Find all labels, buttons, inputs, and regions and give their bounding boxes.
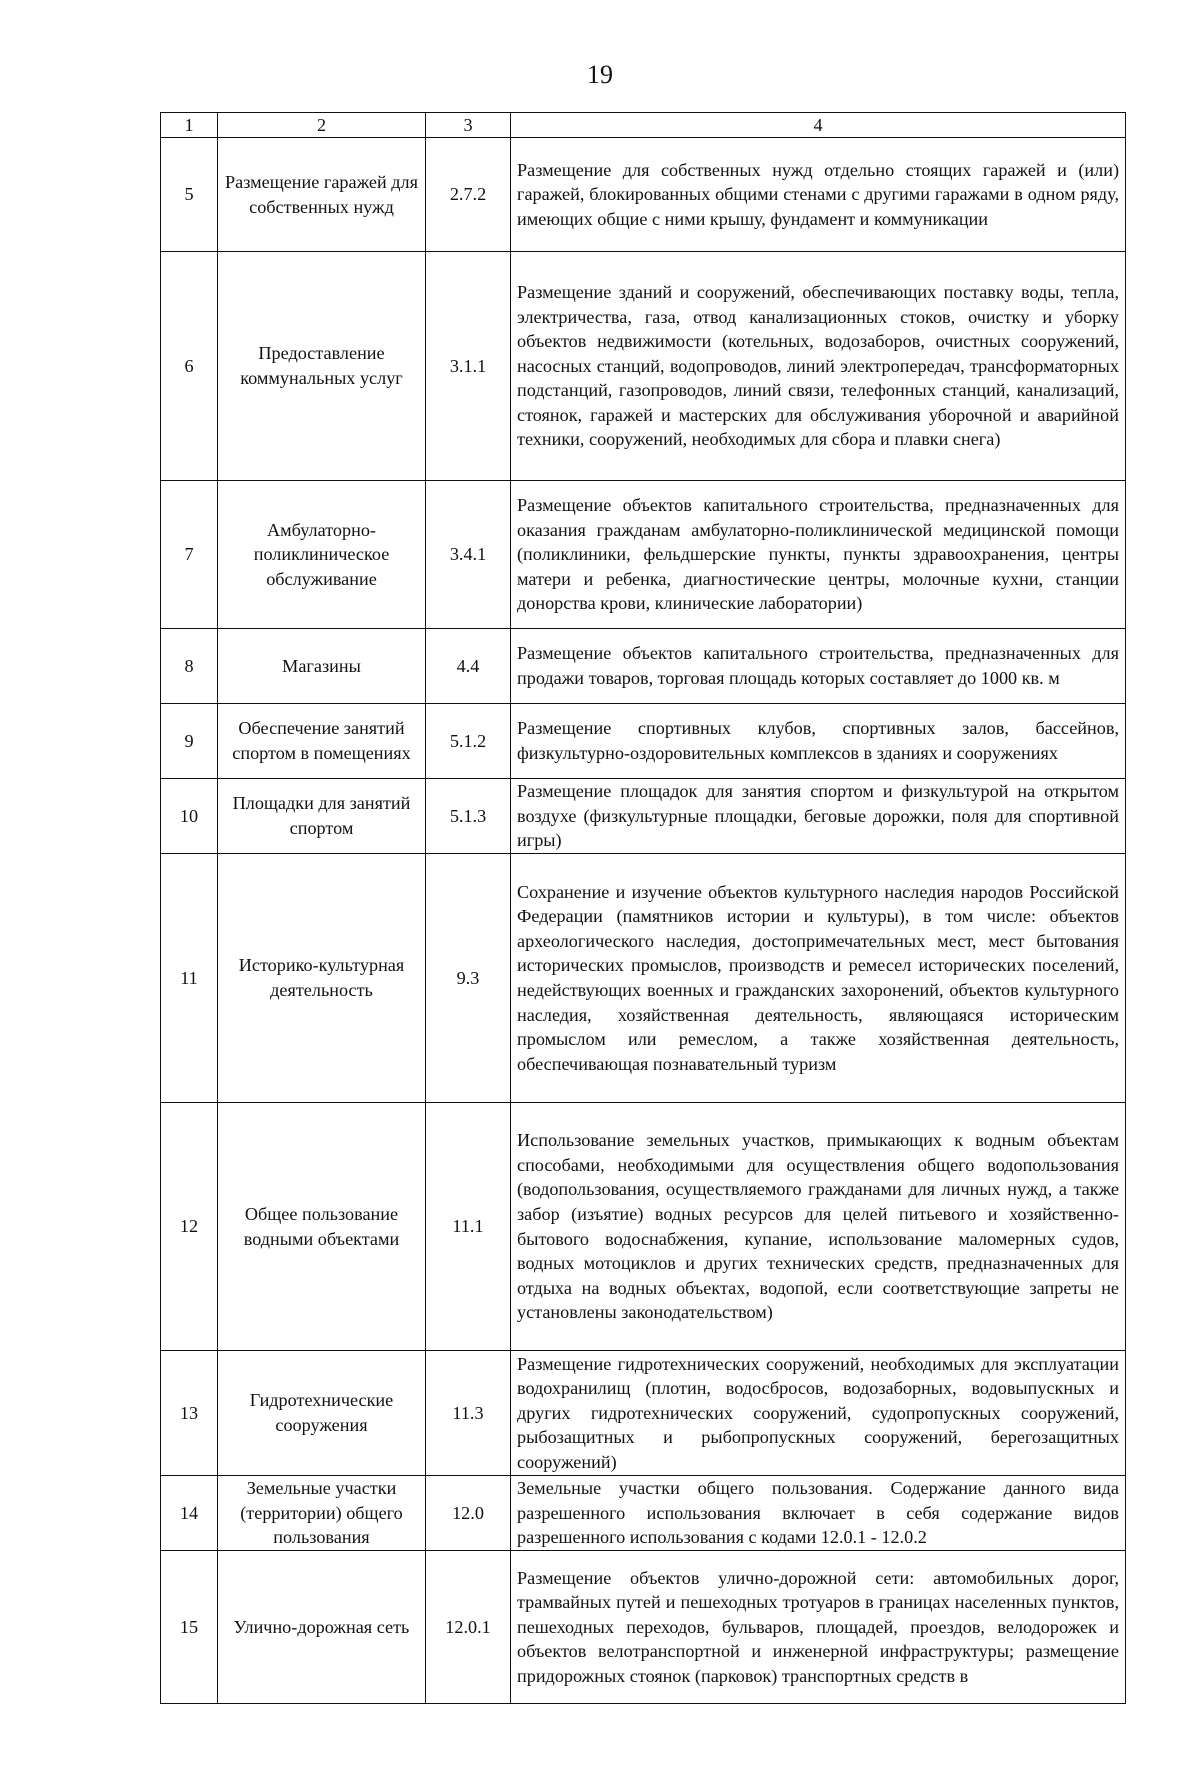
row-number: 10 [161,779,218,854]
use-type-code: 11.1 [426,1103,511,1351]
use-type-code: 5.1.2 [426,704,511,779]
page-number: 19 [587,60,613,89]
use-type-name: Обеспечение занятий спортом в помещениях [218,704,426,779]
use-type-code: 12.0.1 [426,1551,511,1704]
use-type-description: Размещение спортивных клубов, спортивных залов, бассейнов, физкультурно-оздоровительных комплексов в зданиях и сооружениях [511,704,1126,779]
row-number: 14 [161,1476,218,1551]
use-type-description: Размещение объектов капитального строительства, предназначенных для продажи товаров, торговая площадь которых составляет до 1000 кв. м [511,629,1126,704]
use-type-code: 2.7.2 [426,138,511,252]
use-type-description: Использование земельных участков, примыкающих к водным объектам способами, необходимыми для осуществления общего водопользования (водопользования, осуществляемого гражданами для личных нужд, а также забор (изъятие) водных ресурсов для целей питьевого и хозяйственно-бытового водоснабжения, купание, использование маломерных судов, водных мотоциклов и других технических средств, предназначенных для отдыха на водных объектах, водопой, если соответствующие запреты не установлены законодательством) [511,1103,1126,1351]
use-type-code: 4.4 [426,629,511,704]
table-row [161,252,1126,481]
row-number: 6 [161,252,218,481]
use-type-name: Общее пользование водными объектами [218,1103,426,1351]
use-type-description: Размещение объектов улично-дорожной сети: автомобильных дорог, трамвайных путей и пешеходных тротуаров в границах населенных пунктов, пешеходных переходов, бульваров, площадей, проездов, велодорожек и объектов велотранспортной и инженерной инфраструктуры; размещение придорожных стоянок (парковок) транспортных средств в [511,1551,1126,1704]
use-type-code: 9.3 [426,854,511,1103]
use-type-name: Предоставление коммунальных услуг [218,252,426,481]
use-type-code: 11.3 [426,1351,511,1476]
table-header-row [161,113,1126,138]
table-row [161,779,1126,854]
use-type-description: Размещение объектов капитального строительства, предназначенных для оказания гражданам амбулаторно-поликлинической медицинской помощи (поликлиники, фельдшерские пункты, пункты здравоохранения, центры матери и ребенка, диагностические центры, молочные кухни, станции донорства крови, клинические лаборатории) [511,481,1126,629]
land-use-table [160,112,1126,1704]
use-type-name: Гидротехнические сооружения [218,1351,426,1476]
use-type-description: Размещение для собственных нужд отдельно стоящих гаражей и (или) гаражей, блокированных общими стенами с другими гаражами в одном ряду, имеющих общие с ними крышу, фундамент и коммуникации [511,138,1126,252]
row-number: 11 [161,854,218,1103]
use-type-description: Размещение площадок для занятия спортом и физкультурой на открытом воздухе (физкультурные площадки, беговые дорожки, поля для спортивной игры) [511,779,1126,854]
use-type-code: 5.1.3 [426,779,511,854]
column-header-4: 4 [511,113,1126,138]
table-row [161,704,1126,779]
row-number: 8 [161,629,218,704]
use-type-name: Магазины [218,629,426,704]
row-number: 9 [161,704,218,779]
use-type-description: Земельные участки общего пользования. Содержание данного вида разрешенного использования включает в себя содержание видов разрешенного использования с кодами 12.0.1 - 12.0.2 [511,1476,1126,1551]
use-type-description: Сохранение и изучение объектов культурного наследия народов Российской Федерации (памятников истории и культуры), в том числе: объектов археологического наследия, достопримечательных мест, мест бытования исторических промыслов, производств и ремесел исторических поселений, недействующих военных и гражданских захоронений, объектов культурного наследия, хозяйственная деятельность, являющаяся историческим промыслом или ремеслом, а также хозяйственная деятельность, обеспечивающая познавательный туризм [511,854,1126,1103]
use-type-name: Земельные участки (территории) общего пользования [218,1476,426,1551]
use-type-name: Площадки для занятий спортом [218,779,426,854]
column-header-3: 3 [426,113,511,138]
use-type-code: 12.0 [426,1476,511,1551]
table-row [161,1351,1126,1476]
table-row [161,1103,1126,1351]
use-type-name: Улично-дорожная сеть [218,1551,426,1704]
use-type-name: Амбулаторно-поликлиническое обслуживание [218,481,426,629]
table-row [161,629,1126,704]
use-type-description: Размещение зданий и сооружений, обеспечивающих поставку воды, тепла, электричества, газа, отвод канализационных стоков, очистку и уборку объектов недвижимости (котельных, водозаборов, очистных сооружений, насосных станций, водопроводов, линий электропередач, трансформаторных подстанций, газопроводов, линий связи, телефонных станций, канализаций, стоянок, гаражей и мастерских для обслуживания уборочной и аварийной техники, сооружений, необходимых для сбора и плавки снега) [511,252,1126,481]
table-row [161,138,1126,252]
column-header-1: 1 [161,113,218,138]
use-type-code: 3.4.1 [426,481,511,629]
table-row [161,481,1126,629]
row-number: 7 [161,481,218,629]
table-row [161,854,1126,1103]
use-type-name: Размещение гаражей для собственных нужд [218,138,426,252]
use-type-name: Историко-культурная деятельность [218,854,426,1103]
row-number: 15 [161,1551,218,1704]
column-header-2: 2 [218,113,426,138]
row-number: 13 [161,1351,218,1476]
row-number: 12 [161,1103,218,1351]
use-type-code: 3.1.1 [426,252,511,481]
row-number: 5 [161,138,218,252]
table-row [161,1476,1126,1551]
use-type-description: Размещение гидротехнических сооружений, необходимых для эксплуатации водохранилищ (плотин, водосбросов, водозаборных, водовыпускных и других гидротехнических сооружений, судопропускных сооружений, рыбозащитных и рыбопропускных сооружений, берегозащитных сооружений) [511,1351,1126,1476]
table-row [161,1551,1126,1704]
